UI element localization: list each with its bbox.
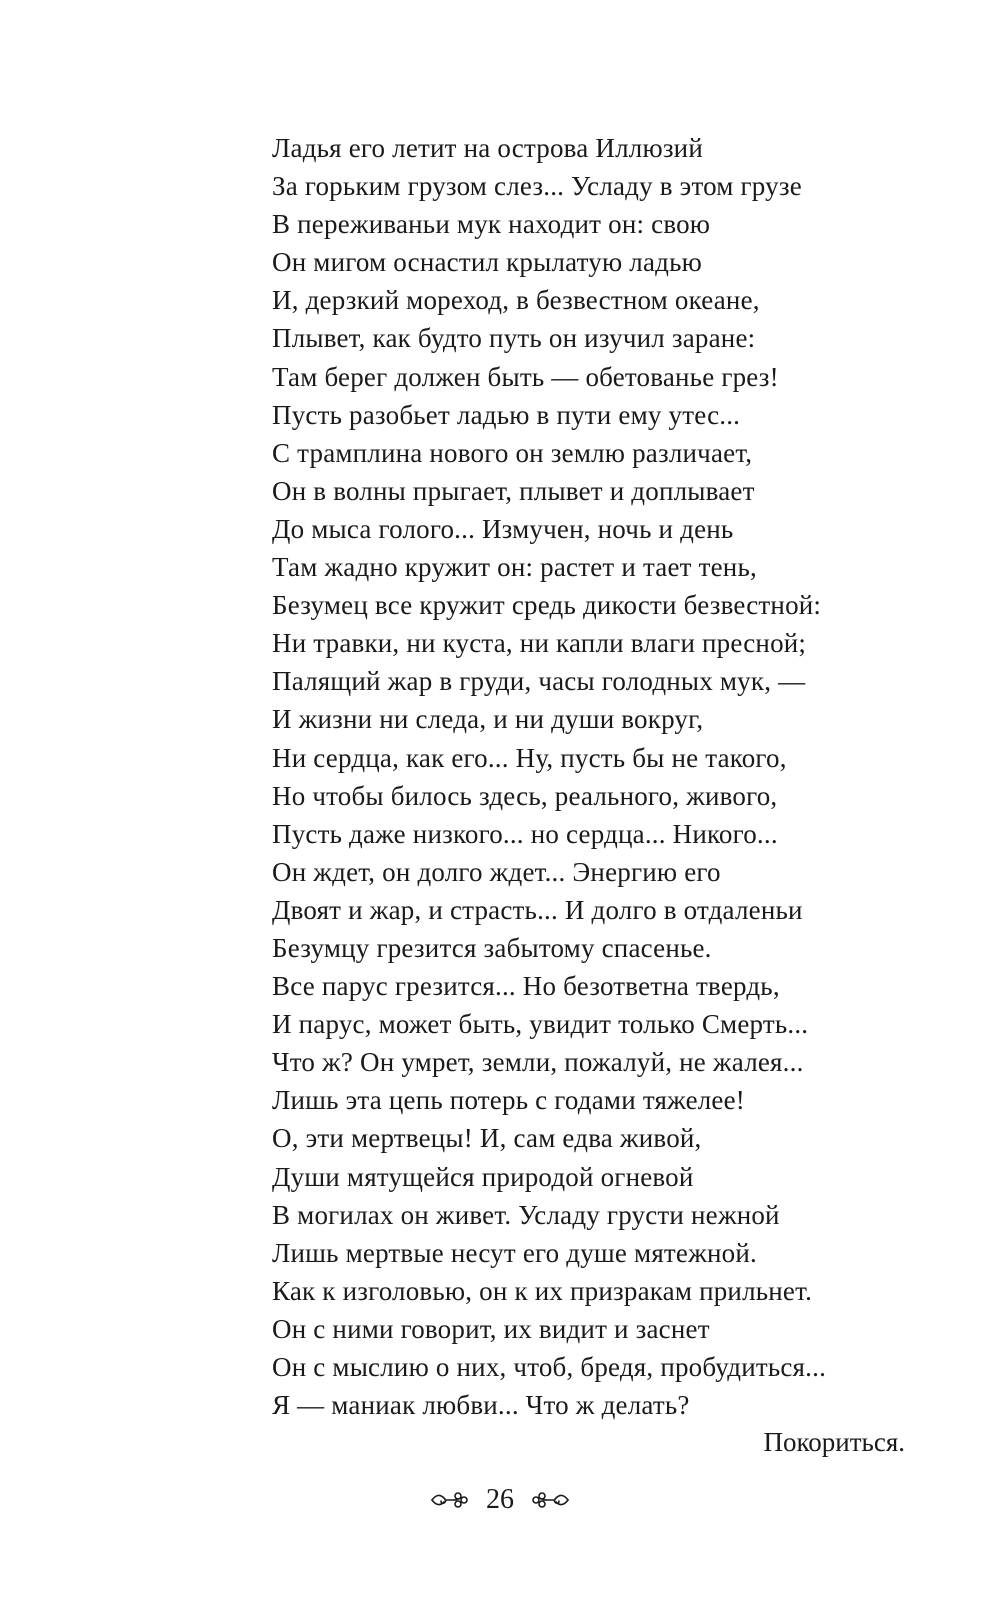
poem-line: Пусть разобьет ладью в пути ему утес... — [272, 399, 741, 430]
poem-line: Что ж? Он умрет, земли, пожалуй, не жалея... — [272, 1047, 804, 1078]
poem-line: Ни сердца, как его... Ну, пусть бы не такого, — [272, 742, 787, 773]
poem-line: Лишь эта цепь потерь с годами тяжелее! — [272, 1085, 745, 1116]
poem-line: Палящий жар в груди, часы голодных мук, — — [272, 666, 806, 697]
poem-line: Пусть даже низкого... но сердца... Никого... — [272, 818, 778, 849]
poem-line: Плывет, как будто путь он изучил заране: — [272, 323, 756, 354]
poem-line: Там жадно кружит он: растет и тает тень, — [272, 552, 757, 583]
poem-line: До мыса голого... Измучен, ночь и день — [272, 513, 734, 544]
poem-line: Как к изголовью, он к их призракам прильнет. — [272, 1275, 813, 1306]
poem-line: И жизни ни следа, и ни души вокруг, — [272, 704, 704, 735]
poem-line: Безумцу грезится забытому спасенье. — [272, 932, 712, 963]
poem-line: Но чтобы билось здесь, реального, живого, — [272, 780, 778, 811]
poem-line: Ладья его летит на острова Иллюзий — [272, 133, 703, 163]
poem-line: За горьким грузом слез... Усладу в этом грузе — [272, 171, 802, 202]
poem-line: О, эти мертвецы! И, сам едва живой, — [272, 1123, 702, 1154]
poem-line: В могилах он живет. Усладу грусти нежной — [272, 1199, 780, 1230]
poem-line: И парус, может быть, увидит только Смерть... — [272, 1009, 809, 1040]
poem-line: Двоят и жар, и страсть... И долго в отдаленьи — [272, 894, 803, 925]
poem-line: Он мигом оснастил крылатую ладью — [272, 247, 702, 278]
page-footer — [0, 1482, 1000, 1518]
poem-line: Он с мыслию о них, чтоб, бредя, пробудиться... — [272, 1352, 827, 1382]
page-number: 26 — [486, 1484, 514, 1515]
poem-line: Лишь мертвые несут его душе мятежной. — [272, 1237, 757, 1268]
poem-text — [272, 129, 922, 1424]
poem-line: С трамплина нового он землю различает, — [272, 437, 753, 468]
poem-line: Все парус грезится... Но безответна твердь, — [272, 971, 780, 1002]
poem-final-word: Покориться. — [763, 1427, 905, 1457]
poem-line: В переживаньи мук находит он: свою — [272, 209, 711, 240]
poem-line: Ни травки, ни куста, ни капли влаги пресной; — [272, 628, 807, 659]
poem-line: Безумец все кружит средь дикости безвестной: — [272, 590, 822, 621]
poem-line: И, дерзкий мореход, в безвестном океане, — [272, 285, 760, 316]
poem-line: Он в волны прыгает, плывет и доплывает — [272, 475, 755, 506]
floral-ornament-icon — [430, 1489, 470, 1511]
poem-line: Он с ними говорит, их видит и заснет — [272, 1313, 710, 1344]
poem-line: Я — маниак любви... Что ж делать? — [272, 1390, 690, 1421]
floral-ornament-icon — [530, 1489, 570, 1511]
poem-line: Он ждет, он долго ждет... Энергию его — [272, 856, 721, 887]
poem-line: Души мятущейся природой огневой — [272, 1161, 694, 1192]
poem-line: Там берег должен быть — обетованье грез! — [272, 361, 779, 392]
